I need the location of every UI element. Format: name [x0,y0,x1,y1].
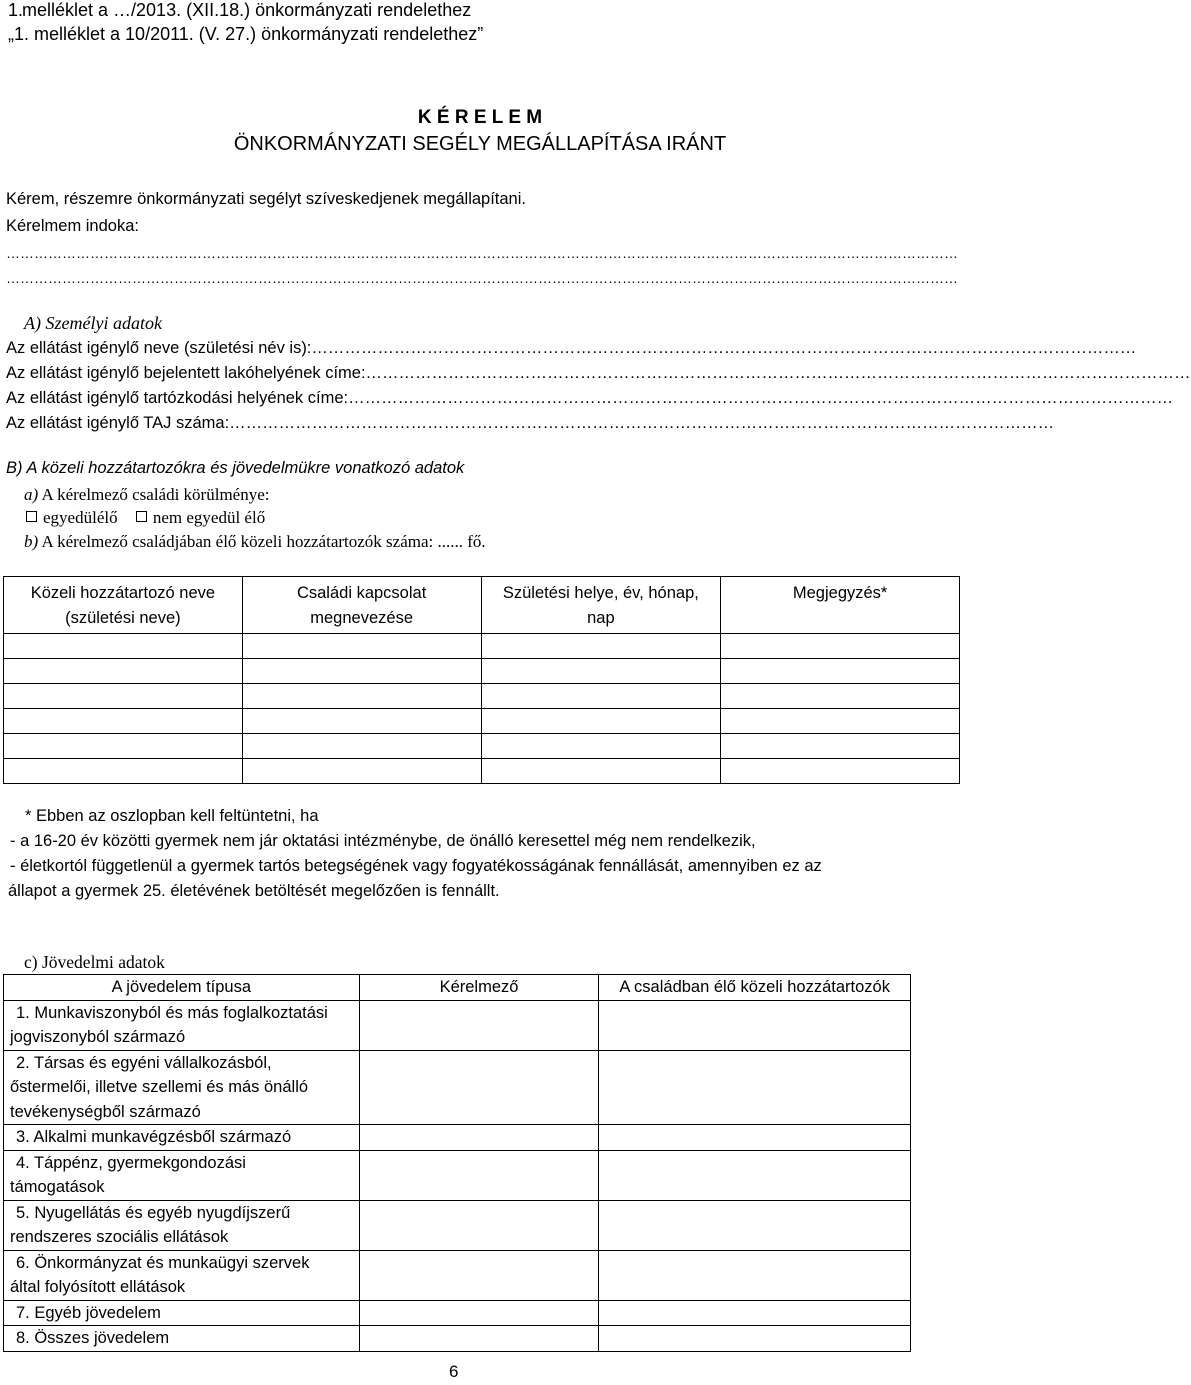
relatives-table-header [4,577,960,634]
field-name-label: Az ellátást igénylő neve (születési név is): [6,339,312,357]
family-situation [24,485,269,505]
family-situation-prefix: a) [24,485,39,504]
income-type-label [4,1000,360,1050]
income-row-1 [4,1000,911,1050]
relatives-count [24,532,486,552]
header-line-1-text: melléklet a …/2013. (XII.18.) önkormányzati rendelethez [22,0,472,20]
income-type-line: 4. Táppénz, gyermekgondozási [16,1153,246,1172]
option-single[interactable] [24,508,118,527]
income-type-line: tevékenységből származó [10,1102,201,1121]
section-c-heading: c) Jövedelmi adatok [24,952,165,972]
field-name-dots: …………………………………………………………………………………………………………………………………… [311,339,1137,357]
income-type-line: 2. Társas és egyéni vállalkozásból, [16,1053,272,1072]
income-row-8 [4,1326,911,1352]
income-type-label [4,1125,360,1151]
income-row-5 [4,1200,911,1250]
footnote-line-1: * Ebben az oszlopban kell feltüntetni, ha [25,807,319,825]
header-relative-name-line2: (születési neve) [65,609,181,627]
income-applicant-cell[interactable] [359,1300,599,1326]
table-cell[interactable] [242,684,481,709]
footnote-line-4: állapot a gyermek 25. életévének betöltését megelőzően is fennállt. [8,882,500,900]
income-type-line: 8. Összes jövedelem [16,1329,170,1347]
income-type-label [4,1326,360,1352]
income-type-label [4,1300,360,1326]
field-residence-dots: …………………………………………………………………………………………………………………………………… [365,364,1191,382]
field-taj[interactable] [6,414,1055,433]
income-family-cell[interactable] [599,1326,911,1352]
table-cell[interactable] [4,759,243,784]
header-birth [481,577,721,634]
table-cell[interactable] [242,634,481,659]
income-applicant-cell[interactable] [359,1000,599,1050]
income-type-line: 7. Egyéb jövedelem [16,1303,161,1322]
income-type-label [4,1050,360,1125]
table-row [4,759,960,784]
table-row [4,709,960,734]
field-stay-address[interactable] [6,389,1174,408]
income-applicant-cell[interactable] [359,1050,599,1125]
income-row-6 [4,1250,911,1300]
table-row [4,634,960,659]
field-residence-label: Az ellátást igénylő bejelentett lakóhelyének címe: [6,364,366,382]
header-relationship-line2: megnevezése [310,609,413,627]
income-type-label [4,1150,360,1200]
header-relative-name-line1: Közeli hozzátartozó neve [30,584,216,602]
header-applicant: Kérelmező [359,975,599,1001]
relatives-count-label: A kérelmező családjában élő közeli hozzátartozók száma: [41,532,434,551]
option-not-single[interactable] [134,508,265,527]
header-income-type: A jövedelem típusa [4,975,360,1001]
table-row [4,734,960,759]
field-taj-label: Az ellátást igénylő TAJ száma: [6,414,230,432]
income-type-line: támogatások [10,1178,105,1196]
table-cell[interactable] [4,709,243,734]
income-table-header [4,975,911,1001]
header-relative-name [4,577,243,634]
section-b-heading: B) A közeli hozzátartozókra és jövedelmükre vonatkozó adatok [6,459,465,477]
table-cell[interactable] [721,634,960,659]
header-line-1-number: 1. [8,0,24,20]
income-applicant-cell[interactable] [359,1326,599,1352]
field-residence[interactable] [6,364,1191,383]
header-remark-line1: Megjegyzés* [792,584,888,602]
family-situation-options [24,508,265,528]
income-applicant-cell[interactable] [359,1150,599,1200]
option-single-label: egyedülélő [43,508,118,527]
header-family-members: A családban élő közeli hozzátartozók [599,975,911,1001]
field-taj-dots: …………………………………………………………………………………………………………………………………… [229,414,1055,432]
income-family-cell[interactable] [599,1000,911,1050]
header-line-2: „1. melléklet a 10/2011. (V. 27.) önkormányzati rendelethez” [8,24,484,44]
table-cell[interactable] [721,734,960,759]
relatives-count-prefix: b) [24,532,39,551]
income-family-cell[interactable] [599,1300,911,1326]
table-cell[interactable] [481,634,721,659]
income-row-2 [4,1050,911,1125]
income-row-3 [4,1125,911,1151]
header-remark [721,577,960,634]
table-cell[interactable] [242,734,481,759]
header-birth-line2: nap [587,609,615,627]
table-cell[interactable] [4,634,243,659]
table-cell[interactable] [721,709,960,734]
table-cell[interactable] [242,709,481,734]
table-cell[interactable] [242,659,481,684]
table-cell[interactable] [721,659,960,684]
checkbox-not-single[interactable] [136,511,147,522]
income-row-4 [4,1150,911,1200]
option-not-single-label: nem egyedül élő [152,508,266,527]
footnote-line-2: - a 16-20 év közötti gyermek nem jár oktatási intézménybe, de önálló keresettel még nem rendelkezik, [10,832,756,850]
section-a-heading: A) Személyi adatok [24,313,162,333]
reason-dotted-line-2[interactable]: …………………………………………………………………………………………………………………………………………………………………………………… [6,270,958,286]
income-family-cell[interactable] [599,1200,911,1250]
table-cell[interactable] [4,734,243,759]
table-row [4,659,960,684]
income-type-line: 5. Nyugellátás és egyéb nyugdíjszerű [16,1203,291,1222]
relatives-count-field[interactable]: ...... fő. [437,532,486,551]
form-title: K É R E L E M [417,107,543,128]
table-cell[interactable] [4,684,243,709]
footnote-line-3: - életkortól függetlenül a gyermek tartós betegségének vagy fogyatékosságának fennállását, amennyiben ez az [10,857,822,875]
table-cell[interactable] [481,759,721,784]
income-family-cell[interactable] [599,1125,911,1151]
income-type-line: 3. Alkalmi munkavégzésből származó [16,1128,292,1146]
relatives-table [3,576,960,784]
field-stay-address-dots: …………………………………………………………………………………………………………………………………… [348,389,1174,407]
reason-dotted-line-1[interactable]: …………………………………………………………………………………………………………………………………………………………………………………… [6,245,958,261]
checkbox-single[interactable] [26,511,37,522]
income-type-line: 6. Önkormányzat és munkaügyi szervek [16,1253,310,1272]
income-type-line: által folyósított ellátások [10,1278,186,1296]
table-cell[interactable] [481,659,721,684]
table-cell[interactable] [721,684,960,709]
income-family-cell[interactable] [599,1250,911,1300]
table-cell[interactable] [4,659,243,684]
request-text: Kérem, részemre önkormányzati segélyt szíveskedjenek megállapítani. [6,190,526,208]
field-stay-address-label: Az ellátást igénylő tartózkodási helyének címe: [6,389,349,407]
table-row [4,684,960,709]
income-type-label [4,1200,360,1250]
table-cell[interactable] [481,709,721,734]
field-name[interactable] [6,339,1137,358]
table-cell[interactable] [721,759,960,784]
table-cell[interactable] [481,734,721,759]
income-applicant-cell[interactable] [359,1125,599,1151]
income-type-line: jogviszonyból származó [10,1028,186,1046]
header-relationship [242,577,481,634]
income-applicant-cell[interactable] [359,1200,599,1250]
income-row-7 [4,1300,911,1326]
income-applicant-cell[interactable] [359,1250,599,1300]
income-type-label [4,1250,360,1300]
form-subtitle: ÖNKORMÁNYZATI SEGÉLY MEGÁLLAPÍTÁSA IRÁNT [233,133,727,155]
header-birth-line1: Születési helye, év, hónap, [502,584,699,602]
income-family-cell[interactable] [599,1150,911,1200]
page-number: 6 [449,1362,459,1381]
family-situation-label: A kérelmező családi körülménye: [41,485,270,504]
income-type-line: rendszeres szociális ellátások [10,1228,229,1246]
income-type-line: 1. Munkaviszonyból és más foglalkoztatási [16,1003,328,1022]
income-type-line: őstermelői, illetve szellemi és más önálló [10,1078,309,1096]
income-table [3,974,911,1352]
reason-label: Kérelmem indoka: [6,217,139,235]
income-family-cell[interactable] [599,1050,911,1125]
table-cell[interactable] [481,684,721,709]
header-line-1 [8,0,472,21]
header-relationship-line1: Családi kapcsolat [296,584,427,602]
table-cell[interactable] [242,759,481,784]
